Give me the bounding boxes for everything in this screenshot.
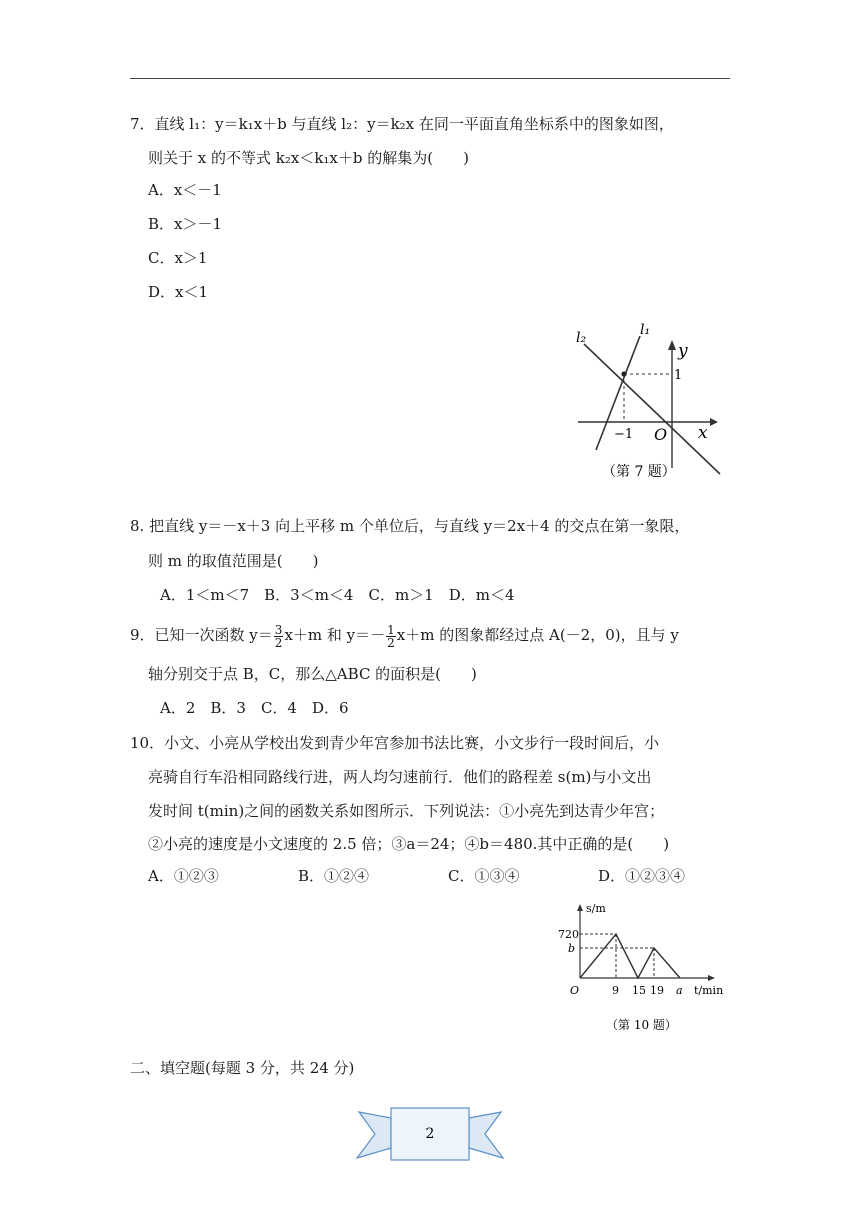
q7-figure [570, 318, 735, 483]
q7-tick-x: −1 [614, 427, 634, 442]
q10-stem-line3: 发时间 t(min)之间的函数关系如图所示．下列说法：①小亮先到达青少年宫； [148, 802, 665, 820]
q8-stem-line1: 8. 把直线 y＝－x＋3 向上平移 m 个单位后，与直线 y＝2x＋4 的交点在第一象限， [130, 517, 690, 535]
q10-y-tick-b: b [568, 942, 576, 955]
q7-option-d: D．x＜1 [148, 283, 209, 301]
q7-option-a: A．x＜－1 [148, 181, 222, 199]
q10-stem-line1: 10．小文、小亮从学校出发到青少年宫参加书法比赛，小文步行一段时间后，小 [130, 734, 660, 752]
header-rule [130, 78, 730, 79]
q10-origin: O [570, 984, 580, 997]
q7-label-origin: O [654, 425, 668, 444]
q10-option-a: A．①②③ [148, 867, 219, 885]
q7-stem-line2: 则关于 x 的不等式 k₂x＜k₁x＋b 的解集为( ) [148, 149, 469, 167]
q9-text-part2: x＋m 和 y＝－ [284, 626, 386, 644]
q7-label-l1: l₁ [640, 322, 651, 338]
page-number-ribbon [355, 1104, 505, 1166]
section-2-heading: 二、填空题(每题 3 分，共 24 分) [130, 1059, 355, 1077]
q10-x-tick-a: a [676, 984, 683, 997]
q7-label-l2: l₂ [576, 330, 587, 346]
q10-x-tick-9: 9 [612, 984, 619, 997]
q10-x-tick-15: 15 [632, 984, 646, 997]
q7-caption: （第 7 题） [602, 464, 676, 480]
ribbon-right-tail [469, 1112, 503, 1158]
q9-fraction-2-num: 1 [387, 622, 395, 637]
q10-caption: （第 10 题） [606, 1018, 677, 1032]
q9-fraction-1-den: 2 [274, 635, 283, 650]
q7-y-arrow [668, 340, 676, 350]
page-number: 2 [425, 1126, 435, 1142]
q10-stem-line2: 亮骑自行车沿相同路线行进，两人均匀速前行．他们的路程差 s(m)与小文出 [148, 768, 652, 786]
q10-x-tick-19: 19 [650, 984, 664, 997]
q10-x-arrow [708, 975, 715, 981]
q10-y-arrow [577, 904, 583, 911]
q9-fraction-1-num: 3 [274, 622, 283, 637]
q9-stem-line1 [130, 622, 679, 649]
q8-stem-line2: 则 m 的取值范围是( ) [148, 552, 319, 570]
q10-graph-line [580, 934, 680, 978]
q7-label-y: y [678, 341, 688, 361]
q7-stem-line1: 7．直线 l₁：y＝k₁x＋b 与直线 l₂：y＝k₂x 在同一平面直角坐标系中的图象如图， [130, 115, 674, 133]
q9-fraction-1 [274, 624, 284, 649]
q10-figure [556, 898, 728, 1038]
q10-option-d: D．①②③④ [598, 867, 686, 885]
q10-stem-line4: ②小亮的速度是小文速度的 2.5 倍；③a＝24；④b＝480.其中正确的是( ) [148, 835, 670, 853]
q10-y-label: s/m [586, 902, 606, 915]
q9-fraction-2 [386, 624, 396, 649]
q9-text-part1: 9．已知一次函数 y＝ [130, 626, 273, 644]
ribbon-left-tail [357, 1112, 391, 1158]
q7-option-b: B．x＞－1 [148, 215, 223, 233]
q10-option-c: C．①③④ [448, 867, 520, 885]
q7-intersection-point [621, 371, 626, 376]
q7-option-c: C．x＞1 [148, 249, 208, 267]
q9-stem-line2: 轴分别交于点 B，C，那么△ABC 的面积是( ) [148, 665, 477, 683]
q9-text-part3: x＋m 的图象都经过点 A(－2，0)，且与 y [396, 626, 679, 644]
q10-option-b: B．①②④ [298, 867, 370, 885]
q7-line-l2 [584, 344, 720, 474]
q7-x-arrow [710, 418, 718, 426]
q10-y-tick-720: 720 [558, 928, 579, 941]
q7-label-x: x [698, 423, 708, 443]
q7-tick-y: 1 [674, 368, 683, 383]
q8-options: A．1＜m＜7 B．3＜m＜4 C．m＞1 D．m＜4 [160, 586, 515, 604]
q9-fraction-2-den: 2 [387, 635, 395, 650]
q9-options: A．2 B．3 C．4 D．6 [160, 699, 349, 717]
q10-x-label: t/min [694, 984, 724, 997]
